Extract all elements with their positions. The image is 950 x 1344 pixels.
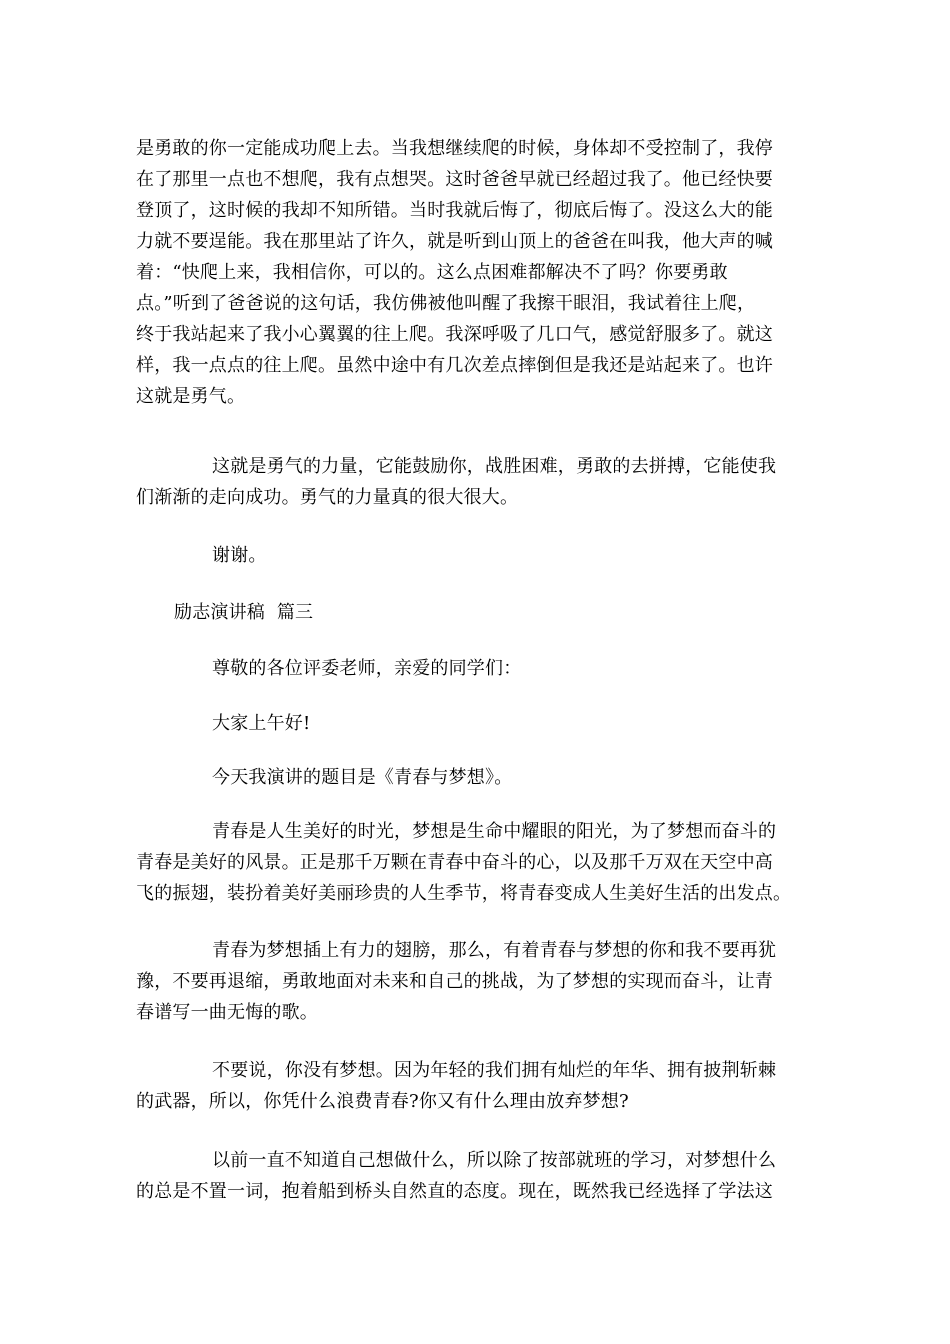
paragraph-line: 的总是不置一词，抱着船到桥头自然直的态度。现在，既然我已经选择了学法这 [136,1181,773,1202]
paragraph-before [136,1145,816,1207]
paragraph-greeting [136,708,816,739]
paragraph-line: 是勇敢的你一定能成功爬上去。当我想继续爬的时候，身体却不受控制了，我停 [136,138,773,159]
paragraph-line: 这就是勇气的力量，它能鼓励你，战胜困难，勇敢的去拼搏，它能使我 [212,456,777,477]
paragraph-line: 青春为梦想插上有力的翅膀，那么，有着青春与梦想的你和我不要再犹 [212,940,777,961]
paragraph-line: 谢谢。 [212,545,267,566]
paragraph-line: 青春是美好的风景。正是那千万颗在青春中奋斗的心，以及那千万双在天空中高 [136,852,773,873]
paragraph-line: 着：“快爬上来，我相信你，可以的。这么点困难都解决不了吗？你要勇敢 [136,262,728,283]
paragraph-line: 终于我站起来了我小心翼翼的往上爬。我深呼吸了几口气，感觉舒服多了。就这 [136,324,773,345]
paragraph-line: 的武器，所以，你凭什么浪费青春?你又有什么理由放弃梦想? [136,1091,629,1112]
paragraph-line: 以前一直不知道自己想做什么，所以除了按部就班的学习，对梦想什么 [212,1150,777,1171]
paragraph-line: 点。”听到了爸爸说的这句话，我仿佛被他叫醒了我擦干眼泪，我试着往上爬， [136,293,756,314]
paragraph-wings [136,935,816,1028]
paragraph-climbing-story [136,133,816,412]
section-heading [136,597,816,628]
paragraph-line: 登顶了，这时候的我却不知所错。当时我就后悔了，彻底后悔了。没这么大的能 [136,200,773,221]
paragraph-line: 不要说，你没有梦想。因为年轻的我们拥有灿烂的年华、拥有披荆斩棘 [212,1060,777,1081]
paragraph-courage [136,451,816,513]
paragraph-line: 这就是勇气。 [136,386,246,407]
paragraph-line: 尊敬的各位评委老师，亲爱的同学们： [212,658,522,679]
paragraph-line: 样，我一点点的往上爬。虽然中途中有几次差点摔倒但是我还是站起来了。也许 [136,355,773,376]
paragraph-line: 力就不要逞能。我在那里站了许久，就是听到山顶上的爸爸在叫我，他大声的喊 [136,231,773,252]
paragraph-line: 们渐渐的走向成功。勇气的力量真的很大很大。 [136,487,519,508]
paragraph-line: 青春是人生美好的时光，梦想是生命中耀眼的阳光，为了梦想而奋斗的 [212,821,777,842]
paragraph-topic [136,762,816,793]
paragraph-youth [136,816,816,909]
paragraph-line: 豫，不要再退缩，勇敢地面对未来和自己的挑战，为了梦想的实现而奋斗，让青 [136,971,773,992]
paragraph-line: 在了那里一点也不想爬，我有点想哭。这时爸爸早就已经超过我了。他已经快要 [136,169,773,190]
heading-line: 励志演讲稿 篇三 [174,602,314,623]
paragraph-line: 今天我演讲的题目是《青春与梦想》。 [212,767,513,788]
paragraph-line: 春谱写一曲无悔的歌。 [136,1002,318,1023]
paragraph-no-dream [136,1055,816,1117]
paragraph-thanks [136,540,816,571]
paragraph-salutation [136,653,816,684]
paragraph-line: 飞的振翅，装扮着美好美丽珍贵的人生季节，将青春变成人生美好生活的出发点。 [136,883,792,904]
paragraph-line: 大家上午好! [212,713,311,734]
